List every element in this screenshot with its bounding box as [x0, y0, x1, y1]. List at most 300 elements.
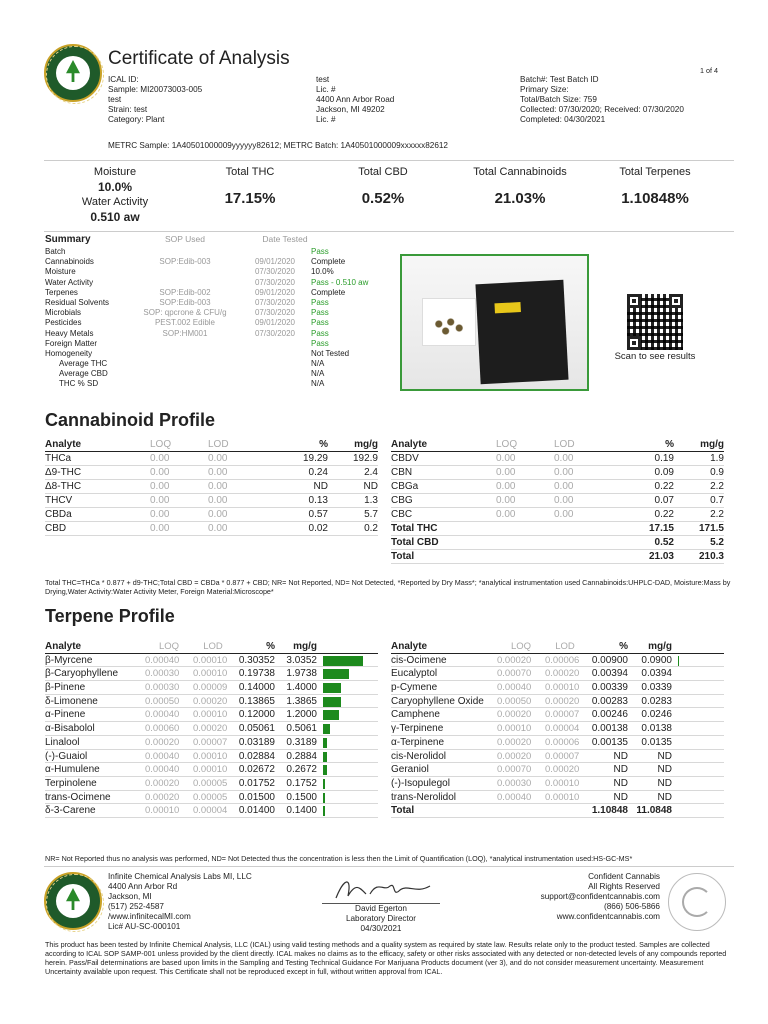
terpene-lod: 0.00020 [545, 764, 580, 776]
summary-title: Summary [45, 234, 91, 245]
cannabinoid-header-mg: mg/g [700, 439, 724, 450]
terpene-table-left [45, 640, 378, 818]
terpene-mg: 0.0138 [641, 723, 672, 735]
terpene-lod: 0.00020 [193, 695, 228, 707]
terpene-bar [323, 683, 341, 693]
terpene-header-loq: LOQ [510, 641, 532, 652]
summary-test-name: Residual Solvents [45, 297, 110, 307]
terpene-mg: 1.2000 [286, 709, 317, 721]
signer-block [322, 904, 440, 934]
cannabinoid-table-right [391, 438, 724, 564]
terpene-mg: 11.0848 [636, 805, 672, 817]
cannabinoid-loq: 0.00 [496, 509, 516, 520]
terpene-bar-cell [672, 763, 718, 776]
summary-row [45, 257, 395, 267]
cannabinoid-pct: 0.22 [654, 509, 674, 520]
terpene-row [45, 722, 378, 736]
terpene-row [391, 763, 724, 777]
terpene-bar [323, 710, 339, 720]
cannabinoid-row [391, 480, 724, 494]
terpene-a: Eucalyptol [391, 668, 438, 680]
cannabinoid-footnote: Total THC=THCa * 0.877 + d9-THC;Total CBD = CBDa * 0.877 + CBD; NR= Not Reported, ND= Not Detected, *Reported by Dry Mass*; *analytical instrumentation used Cannabinoids:UHPLC-DAD, Moisture:Mass by Drying,Water Activity:Water Activity Meter, Foreign Material:Microscope* [45, 578, 731, 596]
summary-date: 07/30/2020 [254, 297, 296, 307]
terpene-a: trans-Nerolidol [391, 791, 457, 803]
summary-test-name: Heavy Metals [45, 328, 94, 338]
terpene-header-analyte: Analyte [45, 641, 82, 652]
batch-info [520, 75, 750, 125]
terpene-lod: 0.00010 [545, 777, 580, 789]
summary-row [45, 329, 395, 339]
cannabinoid-lod: 0.00 [208, 495, 228, 506]
cannabinoid-mg: ND [363, 481, 378, 492]
cannabinoid-mg: 210.3 [698, 551, 724, 562]
batch-info-line: Total/Batch Size: 759 [520, 95, 597, 104]
terpene-a: α-Humulene [45, 764, 100, 776]
terpene-row [45, 804, 378, 818]
terpene-mg: ND [657, 750, 672, 762]
summary-result: Pass [311, 328, 329, 338]
terpene-pct: 0.00283 [591, 695, 628, 707]
terpene-loq: 0.00040 [145, 709, 180, 721]
terpene-lod [545, 804, 585, 817]
terpene-pct: 0.00339 [591, 682, 628, 694]
terpene-row [391, 791, 724, 805]
terpene-row [45, 777, 378, 791]
cannabinoid-row [391, 466, 724, 480]
terpene-a: α-Pinene [45, 709, 86, 721]
terpene-loq: 0.00070 [497, 764, 532, 776]
lab-logo [44, 44, 102, 102]
terpene-header-pct: % [619, 641, 628, 652]
terpene-a: β-Pinene [45, 682, 86, 694]
cannabinoid-header-mg: mg/g [354, 439, 378, 450]
summary-date [245, 247, 305, 257]
sop-used-header: SOP Used [164, 234, 205, 244]
qr-finder-tr [669, 294, 683, 308]
cannabinoid-mg: 2.4 [364, 467, 378, 478]
summary-test-name: Pesticides [45, 318, 82, 328]
terpene-bar-cell [672, 708, 718, 721]
summary-date: 09/01/2020 [254, 318, 296, 328]
terpene-bar [678, 656, 679, 666]
terpene-lod: 0.00007 [545, 750, 580, 762]
client-line: support@confidentcannabis.com [540, 892, 660, 901]
cannabinoid-header-pct: % [665, 439, 674, 450]
terpene-a: Total [391, 805, 415, 817]
signature [330, 872, 440, 904]
summary-result: Complete [311, 257, 346, 267]
terpene-a: Caryophyllene Oxide [391, 695, 484, 707]
terpene-lod: 0.00009 [193, 682, 228, 694]
summary-row [45, 288, 395, 298]
thc-label: Total THC [225, 166, 275, 178]
client-info [316, 75, 506, 125]
summary-result: Pass [311, 297, 329, 307]
cannabinoid-pct: 0.02 [308, 523, 328, 534]
cbd-label: Total CBD [358, 166, 408, 178]
terpene-loq: 0.00020 [145, 791, 180, 803]
terpene-mg: 0.1500 [286, 791, 317, 803]
cannabinoid-a: CBN [391, 467, 413, 478]
terpene-pct: 0.30352 [238, 654, 275, 666]
terpene-a: δ-3-Carene [45, 805, 96, 817]
client-info-line: 4400 Ann Arbor Road [316, 95, 395, 104]
terpene-bar-cell [672, 681, 718, 694]
terpene-bar [323, 765, 327, 775]
terpene-bar-cell [317, 777, 363, 790]
terpene-loq: 0.00040 [497, 682, 532, 694]
terpene-mg: ND [657, 764, 672, 776]
terpene-bar-cell [317, 654, 363, 667]
cannabinoid-loq: 0.00 [150, 509, 170, 520]
thc-value: 17.15% [224, 190, 276, 207]
page-number: 1 of 4 [700, 66, 718, 75]
terpene-a: β-Caryophyllene [45, 668, 119, 680]
sample-bag [475, 280, 568, 384]
cannabinoid-pct: 0.09 [654, 467, 674, 478]
terpene-lod: 0.00005 [193, 791, 228, 803]
cannabinoid-a: Δ8-THC [45, 481, 82, 492]
terpene-lod: 0.00007 [193, 736, 228, 748]
terpene-pct: ND [613, 791, 628, 803]
summary-date: 09/01/2020 [254, 287, 296, 297]
terpene-row [391, 736, 724, 750]
page-title: Certificate of Analysis [108, 48, 290, 69]
summary-test-name: Batch [45, 247, 66, 256]
summary-result: N/A [311, 359, 325, 369]
cbd-stat [323, 166, 443, 207]
terpenes-label: Total Terpenes [619, 166, 691, 178]
terpene-pct: 0.00135 [591, 736, 628, 748]
cannabinoid-row [391, 550, 724, 564]
cannabinoid-lod: 0.00 [208, 509, 228, 520]
terpene-header-mg: mg/g [293, 641, 317, 652]
terpenes-value: 1.10848% [621, 190, 689, 207]
bag-label [494, 302, 520, 313]
terpene-bar-cell [317, 804, 363, 817]
cannabinoid-a: Δ9-THC [45, 467, 82, 478]
summary-sop: SOP:Edib-003 [159, 257, 211, 267]
cannabinoid-loq: 0.00 [496, 453, 516, 464]
cannabinoid-header-pct: % [319, 439, 328, 450]
terpene-footnote: NR= Not Reported thus no analysis was performed, ND= Not Detected thus the concentration is less then the Limit of Quantification (LOQ), *analytical instrumentation used:HS-GC-MS* [45, 854, 633, 863]
terpene-a: (-)-Isopulegol [391, 777, 450, 789]
cannabinoid-row [45, 494, 378, 508]
cannabinoid-a: Total CBD [391, 537, 439, 548]
cannabinoid-row [391, 536, 724, 550]
terpenes-stat [595, 166, 715, 207]
cannabinoid-loq: 0.00 [150, 481, 170, 492]
summary-row [45, 359, 395, 369]
cannabinoid-loq: 0.00 [150, 523, 170, 534]
terpene-pct: 1.10848 [591, 805, 628, 817]
client-info-line: Jackson, MI 49202 [316, 105, 385, 114]
cannabinoid-lod: 0.00 [554, 509, 574, 520]
terpene-pct: 0.00900 [591, 654, 628, 666]
terpene-lod: 0.00010 [193, 764, 228, 776]
cannabinoid-row [45, 508, 378, 522]
summary-test-name: Foreign Matter [45, 338, 98, 348]
terpene-bar-cell [672, 777, 718, 790]
lab-address [108, 872, 308, 932]
terpene-a: δ-Limonene [45, 695, 98, 707]
summary-sop [125, 247, 245, 257]
summary-test-name: Microbials [45, 308, 82, 318]
terpene-loq: 0.00010 [497, 723, 532, 735]
summary-date [245, 339, 305, 349]
summary-sop: SOP:Edib-002 [159, 287, 211, 297]
terpene-loq: 0.00020 [145, 777, 180, 789]
terpene-loq: 0.00030 [145, 668, 180, 680]
lab-address-line: Lic# AU-SC-000101 [108, 922, 181, 931]
terpene-mg: ND [657, 791, 672, 803]
summary-row [45, 247, 395, 257]
cannabinoid-lod: 0.00 [554, 481, 574, 492]
terpene-bar [323, 806, 325, 816]
terpene-row [391, 667, 724, 681]
terpene-header-row [45, 640, 378, 654]
batch-info-line: Collected: 07/30/2020; Received: 07/30/2020 [520, 105, 684, 114]
terpene-bar [323, 724, 330, 734]
cannabinoid-mg: 171.5 [698, 523, 724, 534]
summary-sop [125, 379, 245, 389]
summary-result: Complete [311, 287, 346, 297]
terpene-mg: 0.0394 [641, 668, 672, 680]
cannabinoid-row [45, 480, 378, 494]
terpene-pct: 0.01752 [238, 777, 275, 789]
moisture-stat [60, 166, 170, 224]
terpene-header-analyte: Analyte [391, 641, 428, 652]
terpene-mg: 1.4000 [286, 682, 317, 694]
client-info-line: Lic. # [316, 85, 336, 94]
terpene-bar [323, 669, 349, 679]
terpene-pct: 0.12000 [238, 709, 275, 721]
terpene-bar [323, 779, 325, 789]
terpene-bar-cell [672, 654, 718, 667]
cannabinoid-pct: 0.07 [654, 495, 674, 506]
terpene-mg: 0.0135 [641, 736, 672, 748]
sample-info-line: ICAL ID: [108, 75, 139, 84]
terpene-bar [323, 697, 341, 707]
terpene-a: cis-Ocimene [391, 654, 447, 666]
terpene-bar [323, 738, 327, 748]
summary-row [45, 349, 395, 359]
cannabinoid-header-analyte: Analyte [45, 439, 82, 450]
summary-result: N/A [311, 379, 325, 389]
terpene-lod: 0.00020 [545, 668, 580, 680]
summary-sop [125, 278, 245, 288]
lab-address-line: 4400 Ann Arbor Rd [108, 882, 178, 891]
terpene-mg: 0.1752 [286, 777, 317, 789]
terpene-a: α-Terpinene [391, 736, 445, 748]
terpene-lod: 0.00007 [545, 709, 580, 721]
terpene-bar-cell [317, 736, 363, 749]
summary-result: Pass [311, 247, 329, 256]
terpene-a: Geraniol [391, 764, 429, 776]
terpene-bar-cell [672, 695, 718, 708]
cannabinoid-lod: 0.00 [208, 523, 228, 534]
terpene-row [391, 777, 724, 791]
terpene-lod: 0.00010 [193, 668, 228, 680]
terpene-a: trans-Ocimene [45, 791, 111, 803]
cannabinoid-pct: 0.19 [654, 453, 674, 464]
terpene-mg: ND [657, 777, 672, 789]
cannabinoid-a: THCa [45, 453, 72, 464]
sample-pieces [432, 316, 466, 336]
terpene-row [391, 722, 724, 736]
batch-info-line: Batch#: Test Batch ID [520, 75, 599, 84]
terpene-bar-cell [317, 695, 363, 708]
lab-address-line: /www.infinitecalMI.com [108, 912, 191, 921]
summary-test-name: Average THC [59, 359, 108, 369]
terpene-a: α-Bisabolol [45, 723, 95, 735]
summary-date [245, 359, 305, 369]
cannabinoid-a: CBD [45, 523, 67, 534]
cannabinoid-lod: 0.00 [208, 467, 228, 478]
cannabinoid-row [391, 494, 724, 508]
moisture-label: Moisture [93, 166, 137, 178]
batch-info-line: Completed: 04/30/2021 [520, 115, 606, 124]
cannabinoid-header-analyte: Analyte [391, 439, 428, 450]
terpene-bar-cell [672, 736, 718, 749]
cannabinoid-pct: ND [313, 481, 328, 492]
terpene-mg: 0.3189 [286, 736, 317, 748]
terpene-pct: 0.05061 [238, 723, 275, 735]
cannabinoid-a: CBGa [391, 481, 419, 492]
terpene-row [391, 654, 724, 668]
summary-date: 07/30/2020 [254, 328, 296, 338]
thc-stat [190, 166, 310, 207]
cannabinoid-mg: 1.9 [710, 453, 724, 464]
cannabinoid-loq: 0.00 [150, 453, 170, 464]
terpene-pct: 0.01400 [238, 805, 275, 817]
terpene-lod: 0.00020 [545, 695, 580, 707]
summary-test-name: Homogeneity [45, 348, 93, 358]
terpene-bar-cell [672, 791, 718, 804]
terpene-bar-cell [317, 667, 363, 680]
terpene-mg: 0.0246 [641, 709, 672, 721]
moisture-value: 10.0% [97, 180, 133, 194]
cannabinoid-mg: 2.2 [710, 509, 724, 520]
summary-sop: PEST.002 Edible [154, 318, 216, 328]
summary-row [45, 298, 395, 308]
summary-row [45, 379, 395, 389]
terpene-lod: 0.00004 [193, 805, 228, 817]
terpene-lod: 0.00004 [545, 723, 580, 735]
sample-info [108, 75, 308, 125]
terpene-row [391, 804, 724, 818]
cannabinoid-row [45, 452, 378, 466]
summary-result: 10.0% [311, 267, 334, 277]
terpene-table-right [391, 640, 724, 818]
summary-result: Pass [311, 318, 329, 328]
terpene-lod: 0.00006 [545, 654, 580, 666]
cannabinoid-mg: 0.2 [364, 523, 378, 534]
qr-code-icon[interactable] [627, 294, 683, 350]
terpene-loq: 0.00020 [497, 709, 532, 721]
terpene-loq: 0.00020 [497, 736, 532, 748]
terpene-bar-cell [317, 791, 363, 804]
cannabinoid-loq: 0.00 [496, 467, 516, 478]
metrc-line: METRC Sample: 1A40501000009yyyyyy82612; METRC Batch: 1A40501000009xxxxxx82612 [108, 141, 448, 150]
terpene-lod: 0.00010 [193, 654, 228, 666]
cannabinoid-lod [554, 522, 612, 535]
terpene-a: cis-Nerolidol [391, 750, 447, 762]
sample-info-line: test [108, 95, 122, 104]
terpene-loq [497, 804, 545, 817]
terpene-loq: 0.00020 [145, 736, 180, 748]
cannabinoid-mg: 0.9 [710, 467, 724, 478]
disclaimer: This product has been tested by Infinite Chemical Analysis, LLC (ICAL) using valid testing methods and a quality system as required by state law. Results relate only to the product tested. Samples are collected according to ICAL SOP SAMP-001 unless provided by the client directly. ICAL makes no claims as to the efficacy, safety or other risks associated with any detected or non-detected levels of any compounds reported herein. Pass/Fail determinations are based upon limits in the Sampling and Testing Technical Guidance For Marijuana Products document (ver 3), and do not consider measurement uncertainty. Measurement Uncertainty available upon request. This Certificate shall not be reproduced except in full, without written approval from ICAL. [45, 940, 727, 976]
qr-caption: Scan to see results [614, 351, 696, 362]
terpene-loq: 0.00020 [497, 750, 532, 762]
terpene-header-loq: LOQ [158, 641, 180, 652]
terpene-loq: 0.00070 [497, 668, 532, 680]
terpene-a: Camphene [391, 709, 440, 721]
summary-sop: SOP: qpcrone & CFU/g [143, 308, 227, 318]
terpene-row [45, 791, 378, 805]
terpene-loq: 0.00040 [145, 654, 180, 666]
sample-info-line: Category: Plant [108, 115, 165, 124]
qr-finder-tl [627, 294, 641, 308]
summary-header [45, 234, 395, 245]
terpene-bar-cell [672, 750, 718, 763]
cannabinoid-pct: 21.03 [648, 551, 674, 562]
terpene-header-lod: LOD [555, 641, 575, 652]
terpene-header-mg: mg/g [648, 641, 672, 652]
terpene-header-lod: LOD [203, 641, 223, 652]
cannabinoid-mg: 0.7 [710, 495, 724, 506]
sample-info-line: Strain: test [108, 105, 148, 114]
signer-line: David Egerton [355, 904, 407, 913]
summary-sop: SOP:Edib-003 [159, 297, 211, 307]
summary-date [245, 349, 305, 359]
terpene-bar-cell [317, 708, 363, 721]
client-line: www.confidentcannabis.com [556, 912, 660, 921]
terpene-row [45, 695, 378, 709]
terpene-mg: 0.0283 [641, 695, 672, 707]
terpene-a: β-Myrcene [45, 654, 93, 666]
cannabinoid-table-left [45, 438, 378, 536]
cannabinoid-lod: 0.00 [554, 467, 574, 478]
cannabinoid-mg: 2.2 [710, 481, 724, 492]
sample-info-line: Sample: MI20073003-005 [108, 85, 203, 94]
terpene-bar-cell [672, 722, 718, 735]
qr-finder-bl [627, 336, 641, 350]
summary-result: N/A [311, 369, 325, 379]
cannabinoid-pct: 17.15 [648, 523, 674, 534]
client-line: (866) 506-5866 [604, 902, 660, 911]
summary-result: Not Tested [311, 348, 350, 358]
terpene-pct: 0.19738 [238, 668, 275, 680]
summary-date: 09/01/2020 [254, 257, 296, 267]
summary-sop [125, 369, 245, 379]
terpene-bar-cell [317, 722, 363, 735]
summary-sop [125, 349, 245, 359]
terpene-lod: 0.00005 [193, 777, 228, 789]
terpene-mg: 0.1400 [286, 805, 317, 817]
cannabinoid-title: Cannabinoid Profile [45, 410, 216, 430]
terpene-row [45, 763, 378, 777]
summary-result: Pass [311, 308, 329, 318]
summary-sop [125, 359, 245, 369]
summary-section [45, 234, 395, 390]
summary-test-name: Terpenes [45, 287, 78, 297]
terpene-header-pct: % [266, 641, 275, 652]
cannabinoids-stat [455, 166, 585, 207]
water-activity-value: 0.510 aw [90, 210, 140, 224]
water-activity-label: Water Activity [81, 196, 149, 208]
